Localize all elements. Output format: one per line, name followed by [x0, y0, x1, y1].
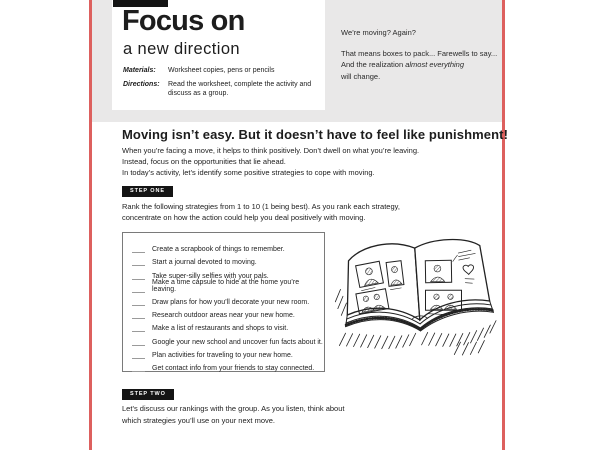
strategy-row [132, 240, 324, 253]
rank-blank [132, 325, 145, 332]
intro-note-line2 [341, 59, 501, 71]
rank-blank [132, 259, 145, 266]
rank-blank [132, 339, 145, 346]
header-card [112, 0, 325, 110]
strategy-row [132, 346, 324, 359]
intro-note-heading: We’re moving? Again? [341, 28, 416, 37]
step-one-instructions [122, 201, 400, 223]
rank-blank [132, 312, 145, 319]
body-paragraph-2: In today’s activity, let’s identify some positive strategies to cope with moving. [122, 168, 375, 177]
rank-blank [132, 299, 145, 306]
intro-note-line2-regular: And the realization [341, 60, 406, 69]
directions-value: Read the worksheet, complete the activity and discuss as a group. [168, 80, 312, 97]
step-one-instructions-line1: Rank the following strategies from 1 to 10 (1 being best). As you rank each strategy, [122, 202, 400, 211]
intro-note [341, 27, 501, 82]
strategy-text: Make a list of restaurants and shops to visit. [152, 325, 289, 333]
scrapbook-illustration [333, 224, 503, 366]
rank-blank [132, 365, 145, 372]
strategy-row [132, 280, 324, 293]
rank-blank [132, 246, 145, 253]
strategy-text: Draw plans for how you’ll decorate your new room. [152, 298, 310, 306]
step-two-text-line2: which strategies you’ll use on your next move. [122, 415, 275, 425]
rank-blank [132, 352, 145, 359]
strategy-row [132, 306, 324, 319]
rank-blank [132, 286, 145, 293]
materials-label: Materials: [123, 67, 156, 74]
body-paragraph-1-line2: Instead, focus on the opportunities that lie ahead. [122, 157, 286, 166]
body-paragraph-1-line1: When you’re facing a move, it helps to think positively. Don’t dwell on what you’re leaving. [122, 146, 420, 155]
strategy-row [132, 293, 324, 306]
directions-row [123, 80, 319, 98]
strategy-text: Research outdoor areas near your new home. [152, 312, 295, 320]
body-paragraph-1 [122, 145, 419, 167]
body-headline: Moving isn’t easy. But it doesn’t have to feel like punishment! [122, 127, 509, 142]
strategy-text: Plan activities for traveling to your new home. [152, 351, 293, 359]
strategy-row [132, 359, 324, 372]
intro-note-line3: will change. [341, 71, 381, 81]
step-two-badge: STEP TWO [122, 389, 174, 400]
step-two-text-line1: Let’s discuss our rankings with the group. As you listen, think about [122, 404, 345, 413]
strategy-row [132, 266, 324, 279]
strategy-text: Start a journal devoted to moving. [152, 259, 257, 267]
strategy-row [132, 253, 324, 266]
strategy-text: Take super-silly selfies with your pals. [152, 272, 269, 280]
strategy-row [132, 332, 324, 345]
materials-value: Worksheet copies, pens or pencils [168, 67, 275, 74]
intro-note-line2-italic: almost everything [405, 60, 464, 69]
worksheet-title: Focus on [122, 5, 245, 37]
directions-label: Directions: [123, 80, 160, 88]
step-one-badge: STEP ONE [122, 186, 173, 197]
rank-blank [132, 273, 145, 280]
strategy-text: Google your new school and uncover fun facts about it. [152, 338, 323, 346]
step-one-instructions-line2: concentrate on how the action could help you deal positively with moving. [122, 213, 366, 222]
strategy-text: Get contact info from your friends to stay connected. [152, 364, 315, 372]
intro-note-line1: That means boxes to pack... Farewells to say... [341, 48, 498, 58]
materials-row [123, 66, 319, 75]
strategy-row [132, 319, 324, 332]
worksheet-subtitle: a new direction [123, 40, 240, 58]
strategy-list-box [122, 232, 325, 372]
strategy-text: Create a scrapbook of things to remember. [152, 246, 285, 254]
left-accent-rule [89, 0, 92, 450]
worksheet-meta [123, 66, 319, 102]
step-two-text [122, 403, 345, 426]
strategy-text: Make a time capsule to hide at the home you’re leaving. [152, 278, 300, 293]
